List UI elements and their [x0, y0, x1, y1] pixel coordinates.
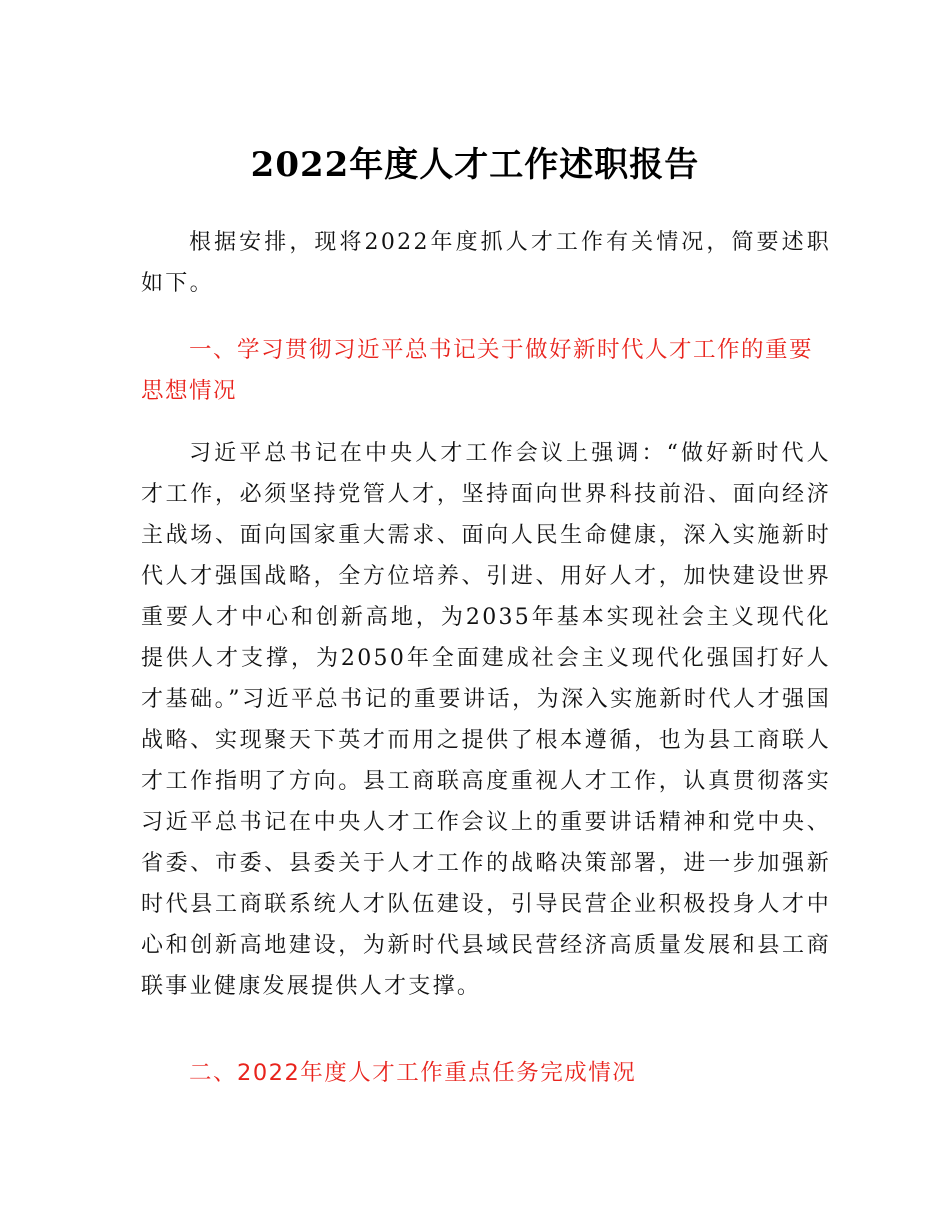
section-2-heading: 二、2022年度人才工作重点任务完成情况 [189, 1060, 637, 1086]
intro-paragraph: 根据安排，现将2022年度抓人才工作有关情况，简要述职如下。 [141, 230, 831, 296]
document-title: 2022年度人才工作述职报告 [250, 145, 700, 185]
section-1-heading: 一、学习贯彻习近平总书记关于做好新时代人才工作的重要思想情况 [141, 337, 814, 404]
section-1-body: 习近平总书记在中央人才工作会议上强调：“做好新时代人才工作，必须坚持党管人才，坚持面向世界科技前沿、面向经济主战场、面向国家重大需求、面向人民生命健康，深入实施新时代人才强国战略，全方位培养、引进、用好人才，加快建设世界重要人才中心和创新高地，为2035年基本实现社会主义现代化提供人才支撑，为2050年全面建成社会主义现代化强国打好人才基础。”习近平总书记的重要讲话，为深入实施新时代人才强国战略、实现聚天下英才而用之提供了根本遵循，也为县工商联人才工作指明了方向。县工商联高度重视人才工作，认真贯彻落实习近平总书记在中央人才工作会议上的重要讲话精神和党中央、省委、市委、县委关于人才工作的战略决策部署，进一步加强新时代县工商联系统人才队伍建设，引导民营企业积极投身人才中心和创新高地建设，为新时代县域民营经济高质量发展和县工商联事业健康发展提供人才支撑。 [141, 441, 831, 999]
